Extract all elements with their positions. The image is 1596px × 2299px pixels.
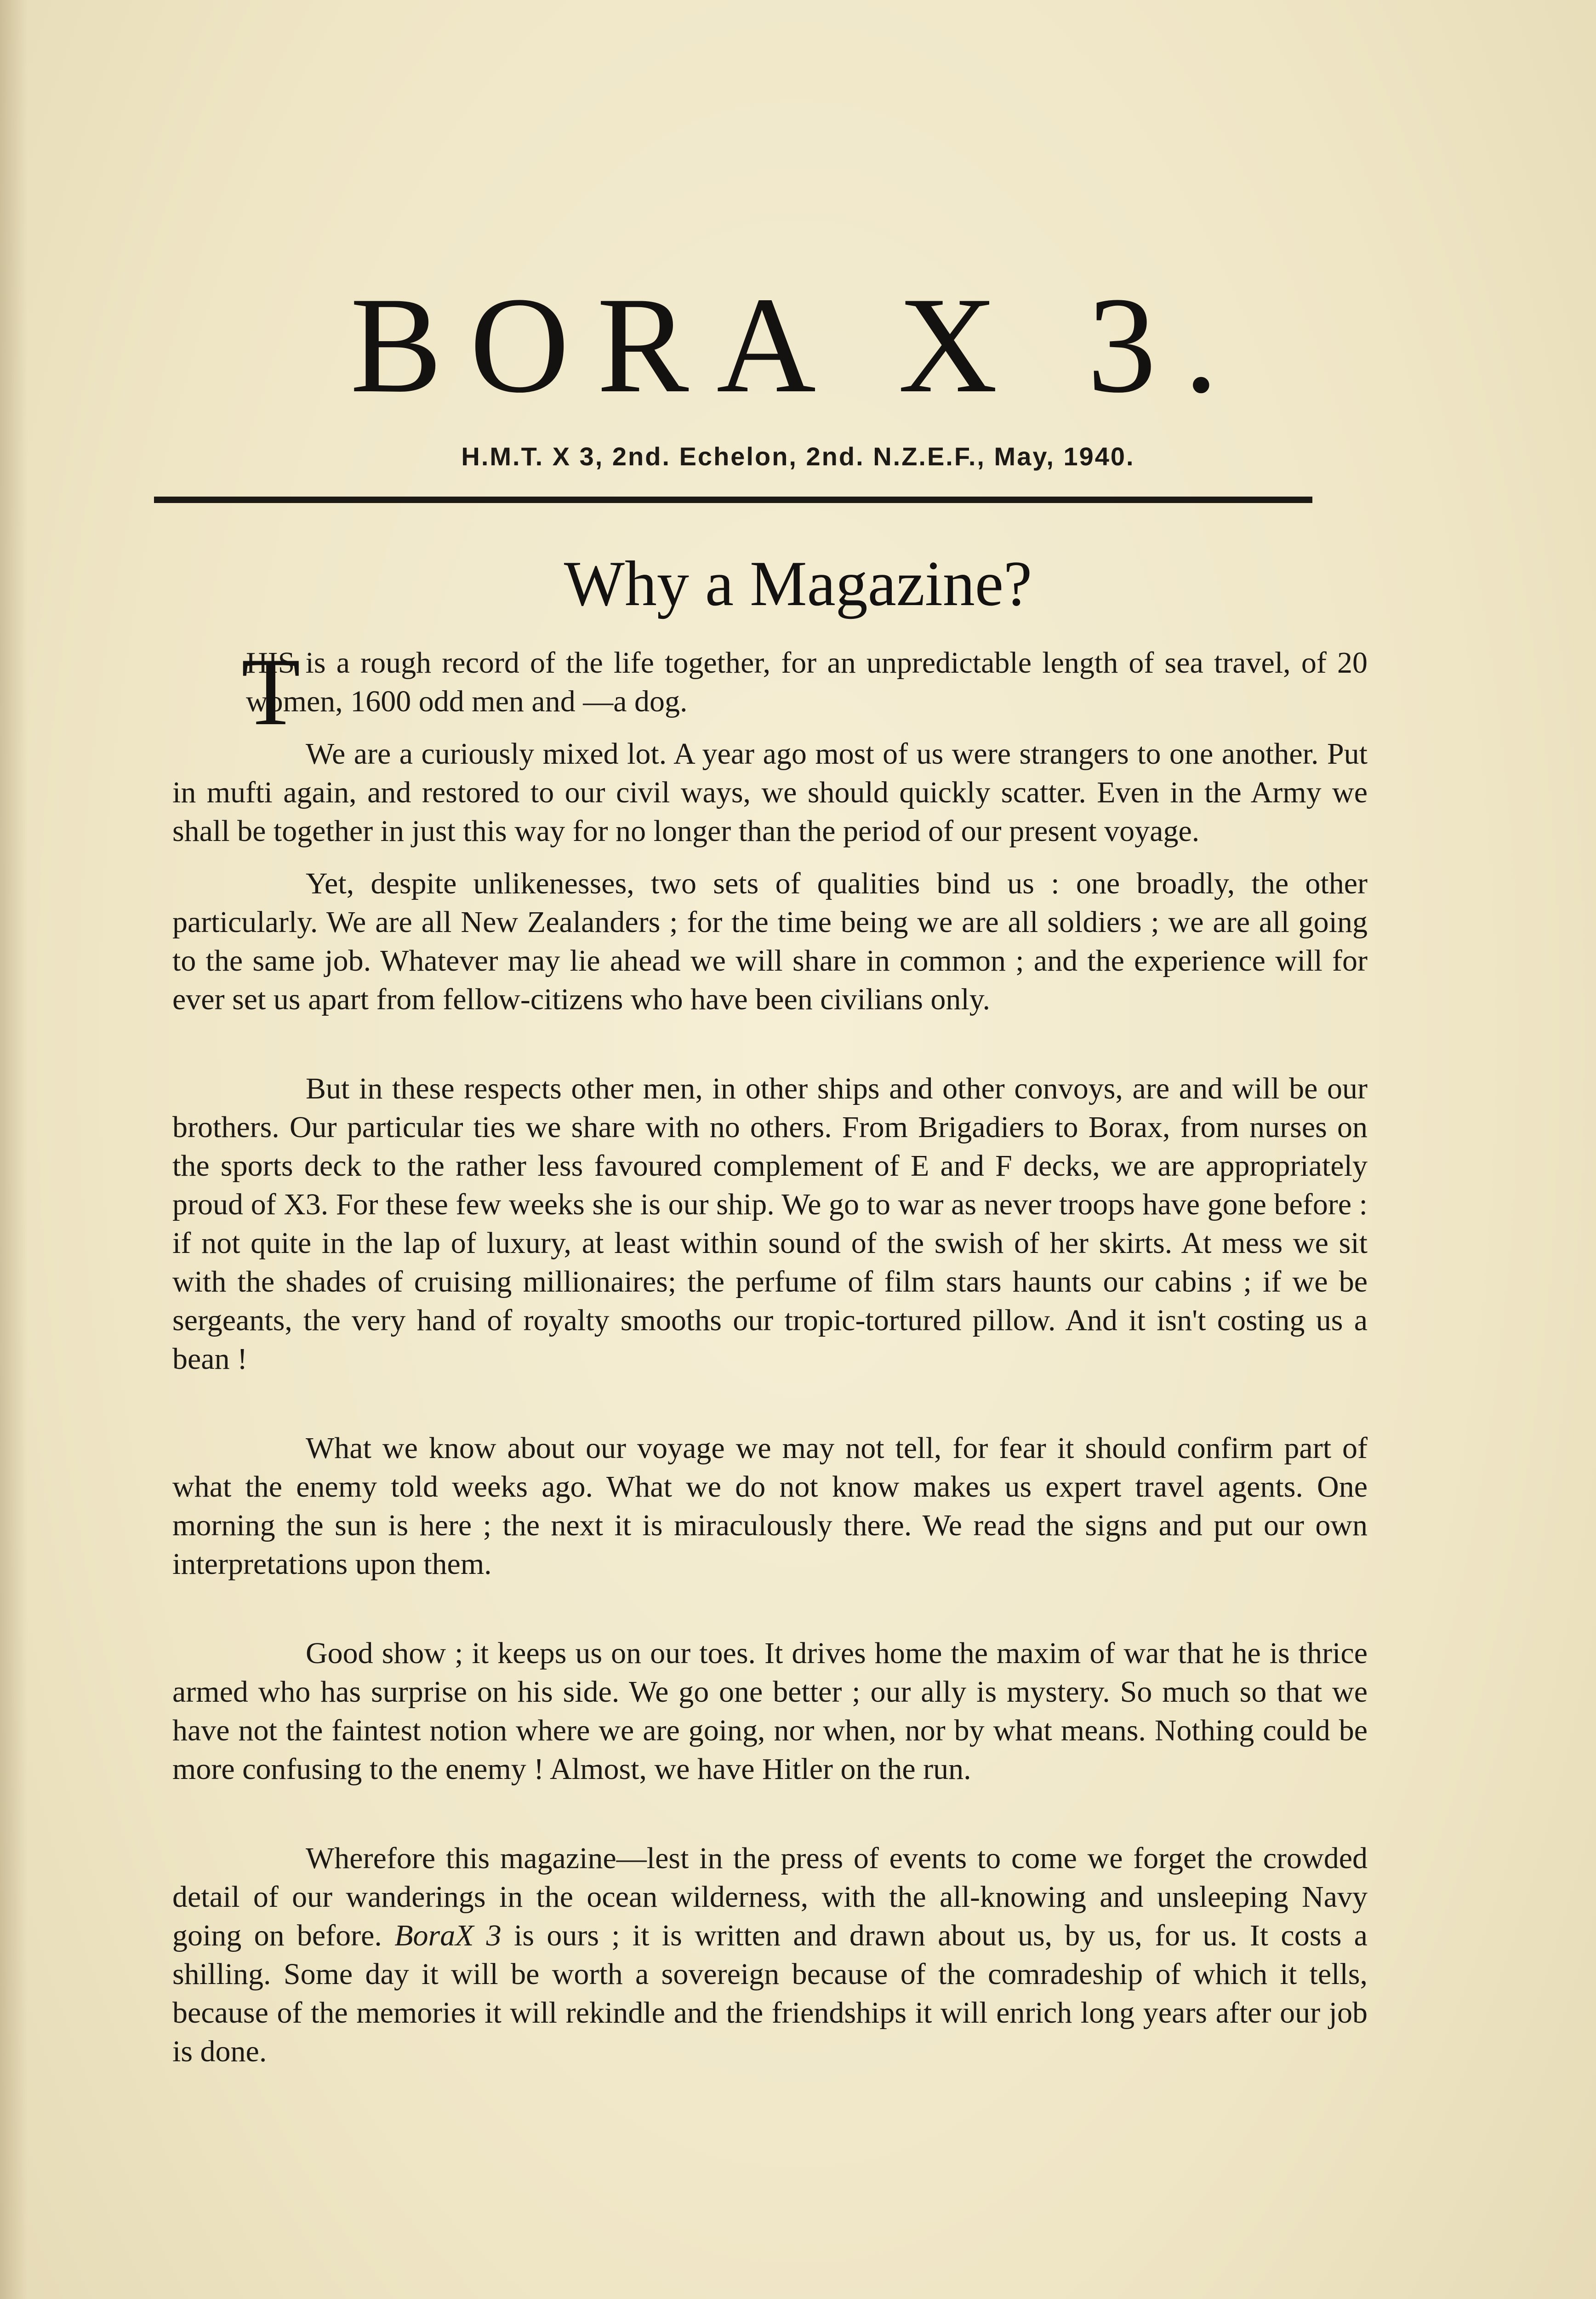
article-paragraph-7 — [172, 1839, 1368, 2071]
magazine-name-italic: BoraX 3 — [394, 1919, 502, 1952]
article-paragraph-1 — [172, 639, 1368, 745]
paragraph-text: HIS is a rough record of the life together, for an unpredictable length of sea travel, of 20 women, 1600 odd men and —a dog. — [246, 646, 1368, 718]
article-title: Why a Magazine? — [564, 548, 1032, 619]
article-paragraph-2: We are a curiously mixed lot. A year ago most of us were strangers to one another. Put in mufti again, and restored to our civil ways, we should quickly scatter. Even in the Army we shall be together in just this way for no longer than the period of our present voyage. — [172, 737, 1368, 848]
drop-cap-letter: T — [241, 639, 301, 745]
article-paragraph-3: Yet, despite unlikenesses, two sets of qualities bind us : one broadly, the other particularly. We are all New Zealanders ; for the time being we are all soldiers ; we are all going to the same job. Whatever may lie ahead we will share in common ; and the experience will for ever set us apart from fellow-citizens who have been civilians only. — [172, 867, 1368, 1016]
paragraph-gap — [172, 1033, 1368, 1069]
article-paragraph-5: What we know about our voyage we may not tell, for fear it should confirm part of what the enemy told weeks ago. What we do not know makes us expert travel agents. One morning the sun is here ; the next it is miraculously there. We read the signs and put our own interpretations upon them. — [172, 1431, 1368, 1581]
article-paragraph-4: But in these respects other men, in other ships and other convoys, are and will be our brothers. Our particular ties we share with no others. From Brigadiers to Borax, from nurses on the sports deck to the rather less favoured complement of E and F decks, we are appropriately proud of X3. For these few weeks she is our ship. We go to war as never troops have gone before : if not quite in the lap of luxury, at least within sound of the swish of her skirts. At mess we sit with the shades of cruising millionaires; the perfume of film stars haunts our cabins ; if we be sergeants, the very hand of royalty smooths our tropic-tortured pillow. And it isn't costing us a bean ! — [172, 1072, 1368, 1376]
paragraph-text: is ours ; it is written and drawn about us, by us, for us. It costs a shilling. Some day it will be worth a sovereign because of the comradeship of which it tells, because of the memories it will rekindle and the friendships it will enrich long years after our job is done. — [172, 1919, 1368, 2068]
paragraph-gap — [172, 1392, 1368, 1429]
article-body — [172, 639, 1368, 2085]
magazine-masthead: BORA X 3. — [350, 269, 1246, 421]
paragraph-gap — [172, 1802, 1368, 1839]
paragraph-text: Wherefore this magazine—lest in the press of events to come we forget the crowded detail of our wanderings in the ocean wilderness, with the all-knowing and unsleeping Navy going on before. — [172, 1841, 1368, 1952]
paragraph-gap — [172, 1597, 1368, 1634]
issue-subheading: H.M.T. X 3, 2nd. Echelon, 2nd. N.Z.E.F., May, 1940. — [461, 442, 1135, 471]
heading-divider-rule — [154, 497, 1312, 503]
article-paragraph-6: Good show ; it keeps us on our toes. It drives home the maxim of war that he is thrice armed who has surprise on his side. We go one better ; our ally is mystery. So much so that we have not the faintest notion where we are going, nor when, nor by what means. Nothing could be more confusing to the enemy ! Almost, we have Hitler on the run. — [172, 1636, 1368, 1786]
